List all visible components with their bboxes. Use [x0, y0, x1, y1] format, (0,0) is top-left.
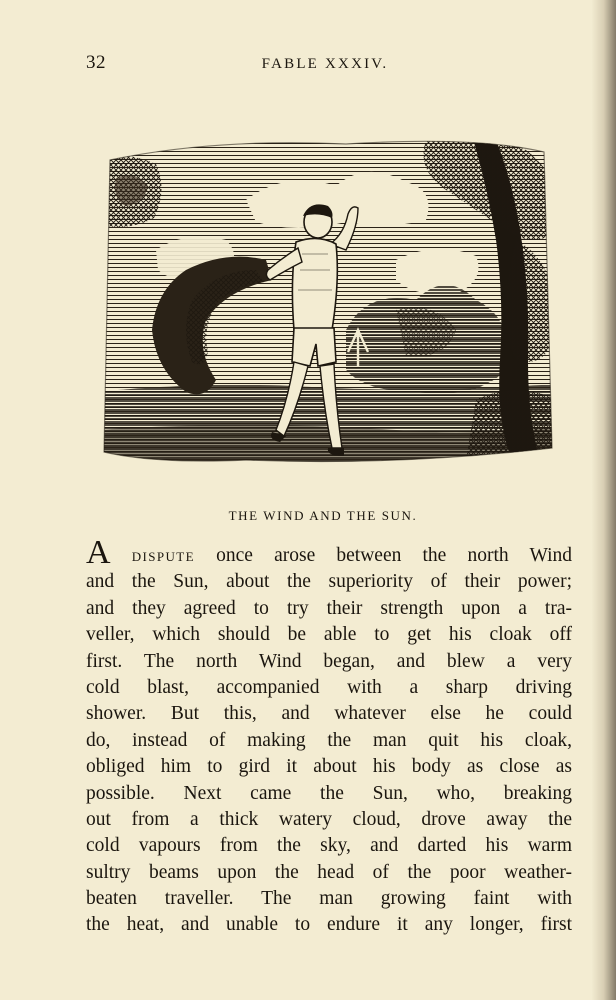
running-title: FABLE XXXIV. [261, 56, 389, 72]
text-line: and the Sun, about the superiority of their power; [86, 571, 572, 593]
drop-cap: A [86, 534, 111, 571]
text-line: and they agreed to try their strength upon a tra- [86, 597, 572, 619]
text-line: cold blast, accompanied with a sharp driving [86, 676, 572, 698]
text-line: sultry beams upon the head of the poor weather- [86, 861, 572, 883]
text-line: veller, which should be able to get his cloak off [86, 624, 572, 646]
text-line: the heat, and unable to endure it any longer, first [86, 914, 572, 936]
text-line: out from a thick watery cloud, drove away the [86, 808, 572, 830]
opening-word: DISPUTE [131, 549, 195, 564]
first-line-rest: once arose between the north Wind [194, 545, 572, 566]
woodcut-illustration [96, 130, 558, 478]
text-line: beaten traveller. The man growing faint with [86, 888, 572, 910]
text-line: cold vapours from the sky, and darted his warm [86, 835, 572, 857]
page-number: 32 [86, 52, 106, 73]
text-line: obliged him to gird it about his body as close as [86, 756, 572, 778]
text-line: do, instead of making the man quit his cloak, [86, 729, 572, 751]
illustration-caption: THE WIND AND THE SUN. [228, 508, 418, 523]
fable-text [86, 534, 572, 939]
text-line: shower. But this, and whatever else he could [86, 703, 572, 725]
text-line-1 [86, 534, 572, 571]
text-line: first. The north Wind began, and blew a very [86, 650, 572, 672]
text-line: possible. Next came the Sun, who, breaking [86, 782, 572, 804]
